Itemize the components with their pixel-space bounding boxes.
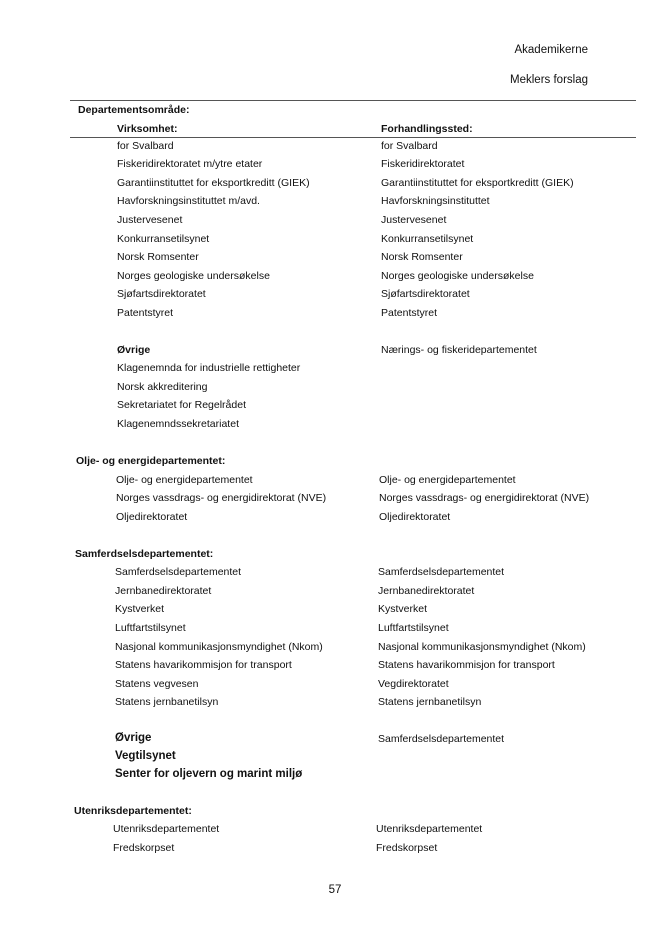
table-row-virksomhet: Norges geologiske undersøkelse [117,270,270,282]
table-row-virksomhet: Fiskeridirektoratet m/ytre etater [117,158,263,170]
header-rule [70,137,636,138]
department-header: Departementsområde: [78,104,190,116]
table-row-forhandlingssted: Sjøfartsdirektoratet [381,288,470,300]
table-row-forhandlingssted: Statens jernbanetilsyn [378,696,482,708]
organization-name: Akademikerne [514,44,588,56]
table-row-forhandlingssted: Nasjonal kommunikasjonsmyndighet (Nkom) [378,641,586,653]
table-row-virksomhet: Samferdselsdepartementet [115,566,242,578]
table-row-virksomhet: Justervesenet [117,214,183,226]
table-row-forhandlingssted: Fiskeridirektoratet [381,158,465,170]
ovrige-item: Klagenemnda for industrielle rettigheter [117,362,301,374]
ovrige-item: Senter for oljevern og marint miljø [115,768,303,780]
table-row-forhandlingssted: Norsk Romsenter [381,251,463,263]
table-row-forhandlingssted: Konkurransetilsynet [381,233,474,245]
ovrige-label: Øvrige [115,732,152,744]
ovrige-label: Øvrige [117,344,151,356]
table-row-forhandlingssted: Olje- og energidepartementet [379,474,516,486]
column-header-forhandlingssted: Forhandlingssted: [381,123,473,135]
table-row-virksomhet: Statens havarikommisjon for transport [115,659,292,671]
table-row-virksomhet: Norsk Romsenter [117,251,199,263]
table-row-forhandlingssted: Norges vassdrags- og energidirektorat (NVE) [379,492,590,504]
table-row-forhandlingssted: Havforskningsinstituttet [381,195,490,207]
table-row-forhandlingssted: Samferdselsdepartementet [378,566,505,578]
table-row-forhandlingssted: Oljedirektoratet [379,511,451,523]
top-rule [70,100,636,101]
table-row-virksomhet: Statens jernbanetilsyn [115,696,219,708]
ovrige-item: Klagenemndssekretariatet [117,418,239,430]
table-row-virksomhet: Jernbanedirektoratet [115,585,212,597]
section-title: Olje- og energidepartementet: [76,455,226,467]
table-row-virksomhet: Patentstyret [117,307,174,319]
section-title: Utenriksdepartementet: [74,805,192,817]
table-row-forhandlingssted: Norges geologiske undersøkelse [381,270,534,282]
table-row-virksomhet: Fredskorpset [113,842,175,854]
table-row-forhandlingssted: Justervesenet [381,214,447,226]
table-row-virksomhet: Statens vegvesen [115,678,199,690]
ovrige-item: Sekretariatet for Regelrådet [117,399,246,411]
proposal-label: Meklers forslag [510,74,588,86]
table-row-forhandlingssted: Kystverket [378,603,428,615]
column-header-virksomhet: Virksomhet: [117,123,178,135]
table-row-virksomhet: for Svalbard [117,140,174,152]
table-row-forhandlingssted: for Svalbard [381,140,438,152]
table-row-forhandlingssted: Statens havarikommisjon for transport [378,659,555,671]
table-row-forhandlingssted: Garantiinstituttet for eksportkreditt (GIEK) [381,177,574,189]
ovrige-forhandlingssted: Samferdselsdepartementet [378,733,505,745]
table-row-virksomhet: Utenriksdepartementet [113,823,220,835]
table-row-forhandlingssted: Vegdirektoratet [378,678,449,690]
table-row-forhandlingssted: Jernbanedirektoratet [378,585,475,597]
table-row-virksomhet: Kystverket [115,603,165,615]
table-row-virksomhet: Luftfartstilsynet [115,622,186,634]
table-row-forhandlingssted: Utenriksdepartementet [376,823,483,835]
table-row-virksomhet: Havforskningsinstituttet m/avd. [117,195,260,207]
table-row-forhandlingssted: Luftfartstilsynet [378,622,449,634]
table-row-virksomhet: Nasjonal kommunikasjonsmyndighet (Nkom) [115,641,323,653]
ovrige-item: Vegtilsynet [115,750,176,762]
table-row-virksomhet: Norges vassdrags- og energidirektorat (NVE) [116,492,327,504]
table-row-virksomhet: Olje- og energidepartementet [116,474,253,486]
table-row-virksomhet: Garantiinstituttet for eksportkreditt (GIEK) [117,177,310,189]
table-row-forhandlingssted: Patentstyret [381,307,438,319]
ovrige-forhandlingssted: Nærings- og fiskeridepartementet [381,344,537,356]
table-row-forhandlingssted: Fredskorpset [376,842,438,854]
table-row-virksomhet: Konkurransetilsynet [117,233,210,245]
ovrige-item: Norsk akkreditering [117,381,208,393]
table-row-virksomhet: Sjøfartsdirektoratet [117,288,206,300]
page-number: 57 [328,884,342,896]
table-row-virksomhet: Oljedirektoratet [116,511,188,523]
section-title: Samferdselsdepartementet: [75,548,214,560]
